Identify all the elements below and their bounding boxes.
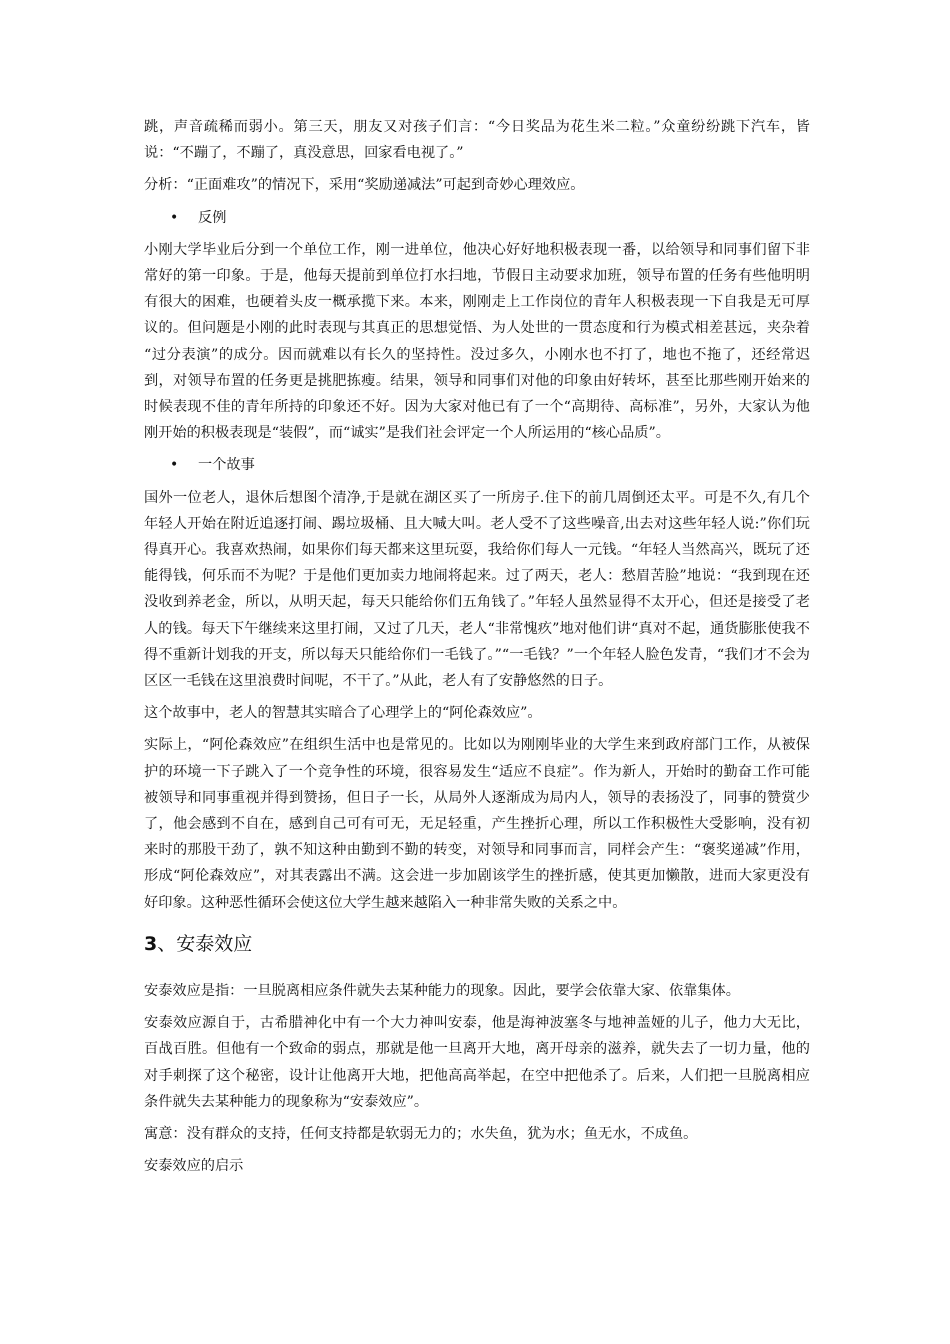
bullet-icon: • (170, 209, 179, 226)
paragraph-story-end: 跳，声音疏稀而弱小。第三天，朋友又对孩子们言：“今日奖品为花生米二粒。”众童纷纷跳下汽车，皆说：“不蹦了，不蹦了，真没意思，回家看电视了。” (144, 119, 810, 162)
paragraph-antaeus-definition: 安泰效应是指：一旦脱离相应条件就失去某种能力的现象。因此，要学会依靠大家、依靠集体。 (144, 982, 740, 999)
paragraph-aronson-summary: 这个故事中，老人的智慧其实暗合了心理学上的“阿伦森效应”。 (144, 705, 542, 722)
paragraph-aronson-organization: 实际上，“阿伦森效应”在组织生活中也是常见的。比如以为刚刚毕业的大学生来到政府部门工作，从被保护的环境一下子跳入了一个竞争性的环境，很容易发生“适应不良症”。作为新人，开始时的勤奋工作可能被领导和同事重视并得到赞扬，但日子一长，从局外人逐渐成为局内人，领导的表扬没了，同事的赞赏少了，他会感到不自在，感到自己可有可无，无足轻重，产生挫折心理，所以工作积极性大受影响，没有初来时的那股干劲了，孰不知这种由勤到不勤的转变，对领导和同事而言，同样会产生：“褒奖递减”作用，形成“阿伦森效应”，对其表露出不满。这会进一步加剧该学生的挫折感，使其更加懒散，进而大家更没有好印象。这种恶性循环会使这位大学生越来越陷入一种非常失败的关系之中。 (144, 737, 810, 911)
section-heading (144, 930, 810, 958)
section-title: 、安泰效应 (157, 932, 253, 955)
paragraph-analysis: 分析：“正面难攻”的情况下，采用“奖励递减法”可起到奇妙心理效应。 (144, 177, 585, 194)
bullet-a-story (144, 452, 810, 478)
paragraph-xiaogang: 小刚大学毕业后分到一个单位工作，刚一进单位，他决心好好地积极表现一番，以给领导和同事们留下非常好的第一印象。于是，他每天提前到单位打水扫地，节假日主动要求加班，领导布置的任务有些他明明有很大的困难，也硬着头皮一概承揽下来。本来，刚刚走上工作岗位的青年人积极表现一下自我是无可厚议的。但问题是小刚的此时表现与其真正的思想觉悟、为人处世的一贯态度和行为模式相差甚远，夹杂着 “过分表演”的成分。因而就难以有长久的坚持性。没过多久，小刚水也不打了，地也不拖了，还经常迟到，对领导布置的任务更是挑肥拣瘦。结果，领导和同事们对他的印象由好转坏，甚至比那些刚开始来的时候表现不佳的青年所持的印象还不好。因为大家对他已有了一个“高期待、高标准”，另外，大家认为他刚开始的积极表现是“装假”，而“诚实”是我们社会评定一个人所运用的“核心品质”。 (144, 241, 810, 442)
paragraph-old-man-story: 国外一位老人，退休后想图个清净,于是就在湖区买了一所房子.住下的前几周倒还太平。可是不久,有几个年轻人开始在附近追逐打闹、踢垃圾桶、且大喊大叫。老人受不了这些噪音,出去对这些年轻人说:”你们玩得真开心。我喜欢热闹，如果你们每天都来这里玩耍，我给你们每人一元钱。“年轻人当然高兴，既玩了还能得钱，何乐而不为呢？于是他们更加卖力地闹将起来。过了两天，老人：愁眉苦脸”地说：“我到现在还没收到养老金，所以，从明天起，每天只能给你们五角钱了。”年轻人虽然显得不太开心，但还是接受了老人的钱。每天下午继续来这里打闹，又过了几天，老人“非常愧疚”地对他们讲“真对不起，通货膨胀使我不得不重新计划我的开支，所以每天只能给你们一毛钱了。”“一毛钱？”一个年轻人脸色发青，“我们才不会为区区一毛钱在这里浪费时间呢，不干了。”从此，老人有了安静悠然的日子。 (144, 489, 810, 690)
paragraph-antaeus-origin: 安泰效应源自于，古希腊神化中有一个大力神叫安泰，他是海神波塞冬与地神盖娅的儿子，他力大无比，百战百胜。但他有一个致命的弱点，那就是他一旦离开大地，离开母亲的滋养，就失去了一切力量，他的对手刺探了这个秘密，设计让他离开大地，把他高高举起，在空中把他杀了。后来，人们把一旦脱离相应条件就失去某种能力的现象称为“安泰效应”。 (144, 1015, 810, 1110)
paragraph-moral: 寓意：没有群众的支持，任何支持都是软弱无力的；水失鱼，犹为水；鱼无水，不成鱼。 (144, 1125, 698, 1142)
paragraph-antaeus-lesson: 安泰效应的启示 (144, 1158, 244, 1175)
bullet-label: 反例 (198, 209, 227, 226)
document-page (144, 114, 810, 1185)
section-number: 3 (144, 932, 158, 955)
bullet-counter-example (144, 205, 810, 231)
bullet-icon: • (170, 457, 179, 474)
bullet-label: 一个故事 (198, 457, 255, 474)
